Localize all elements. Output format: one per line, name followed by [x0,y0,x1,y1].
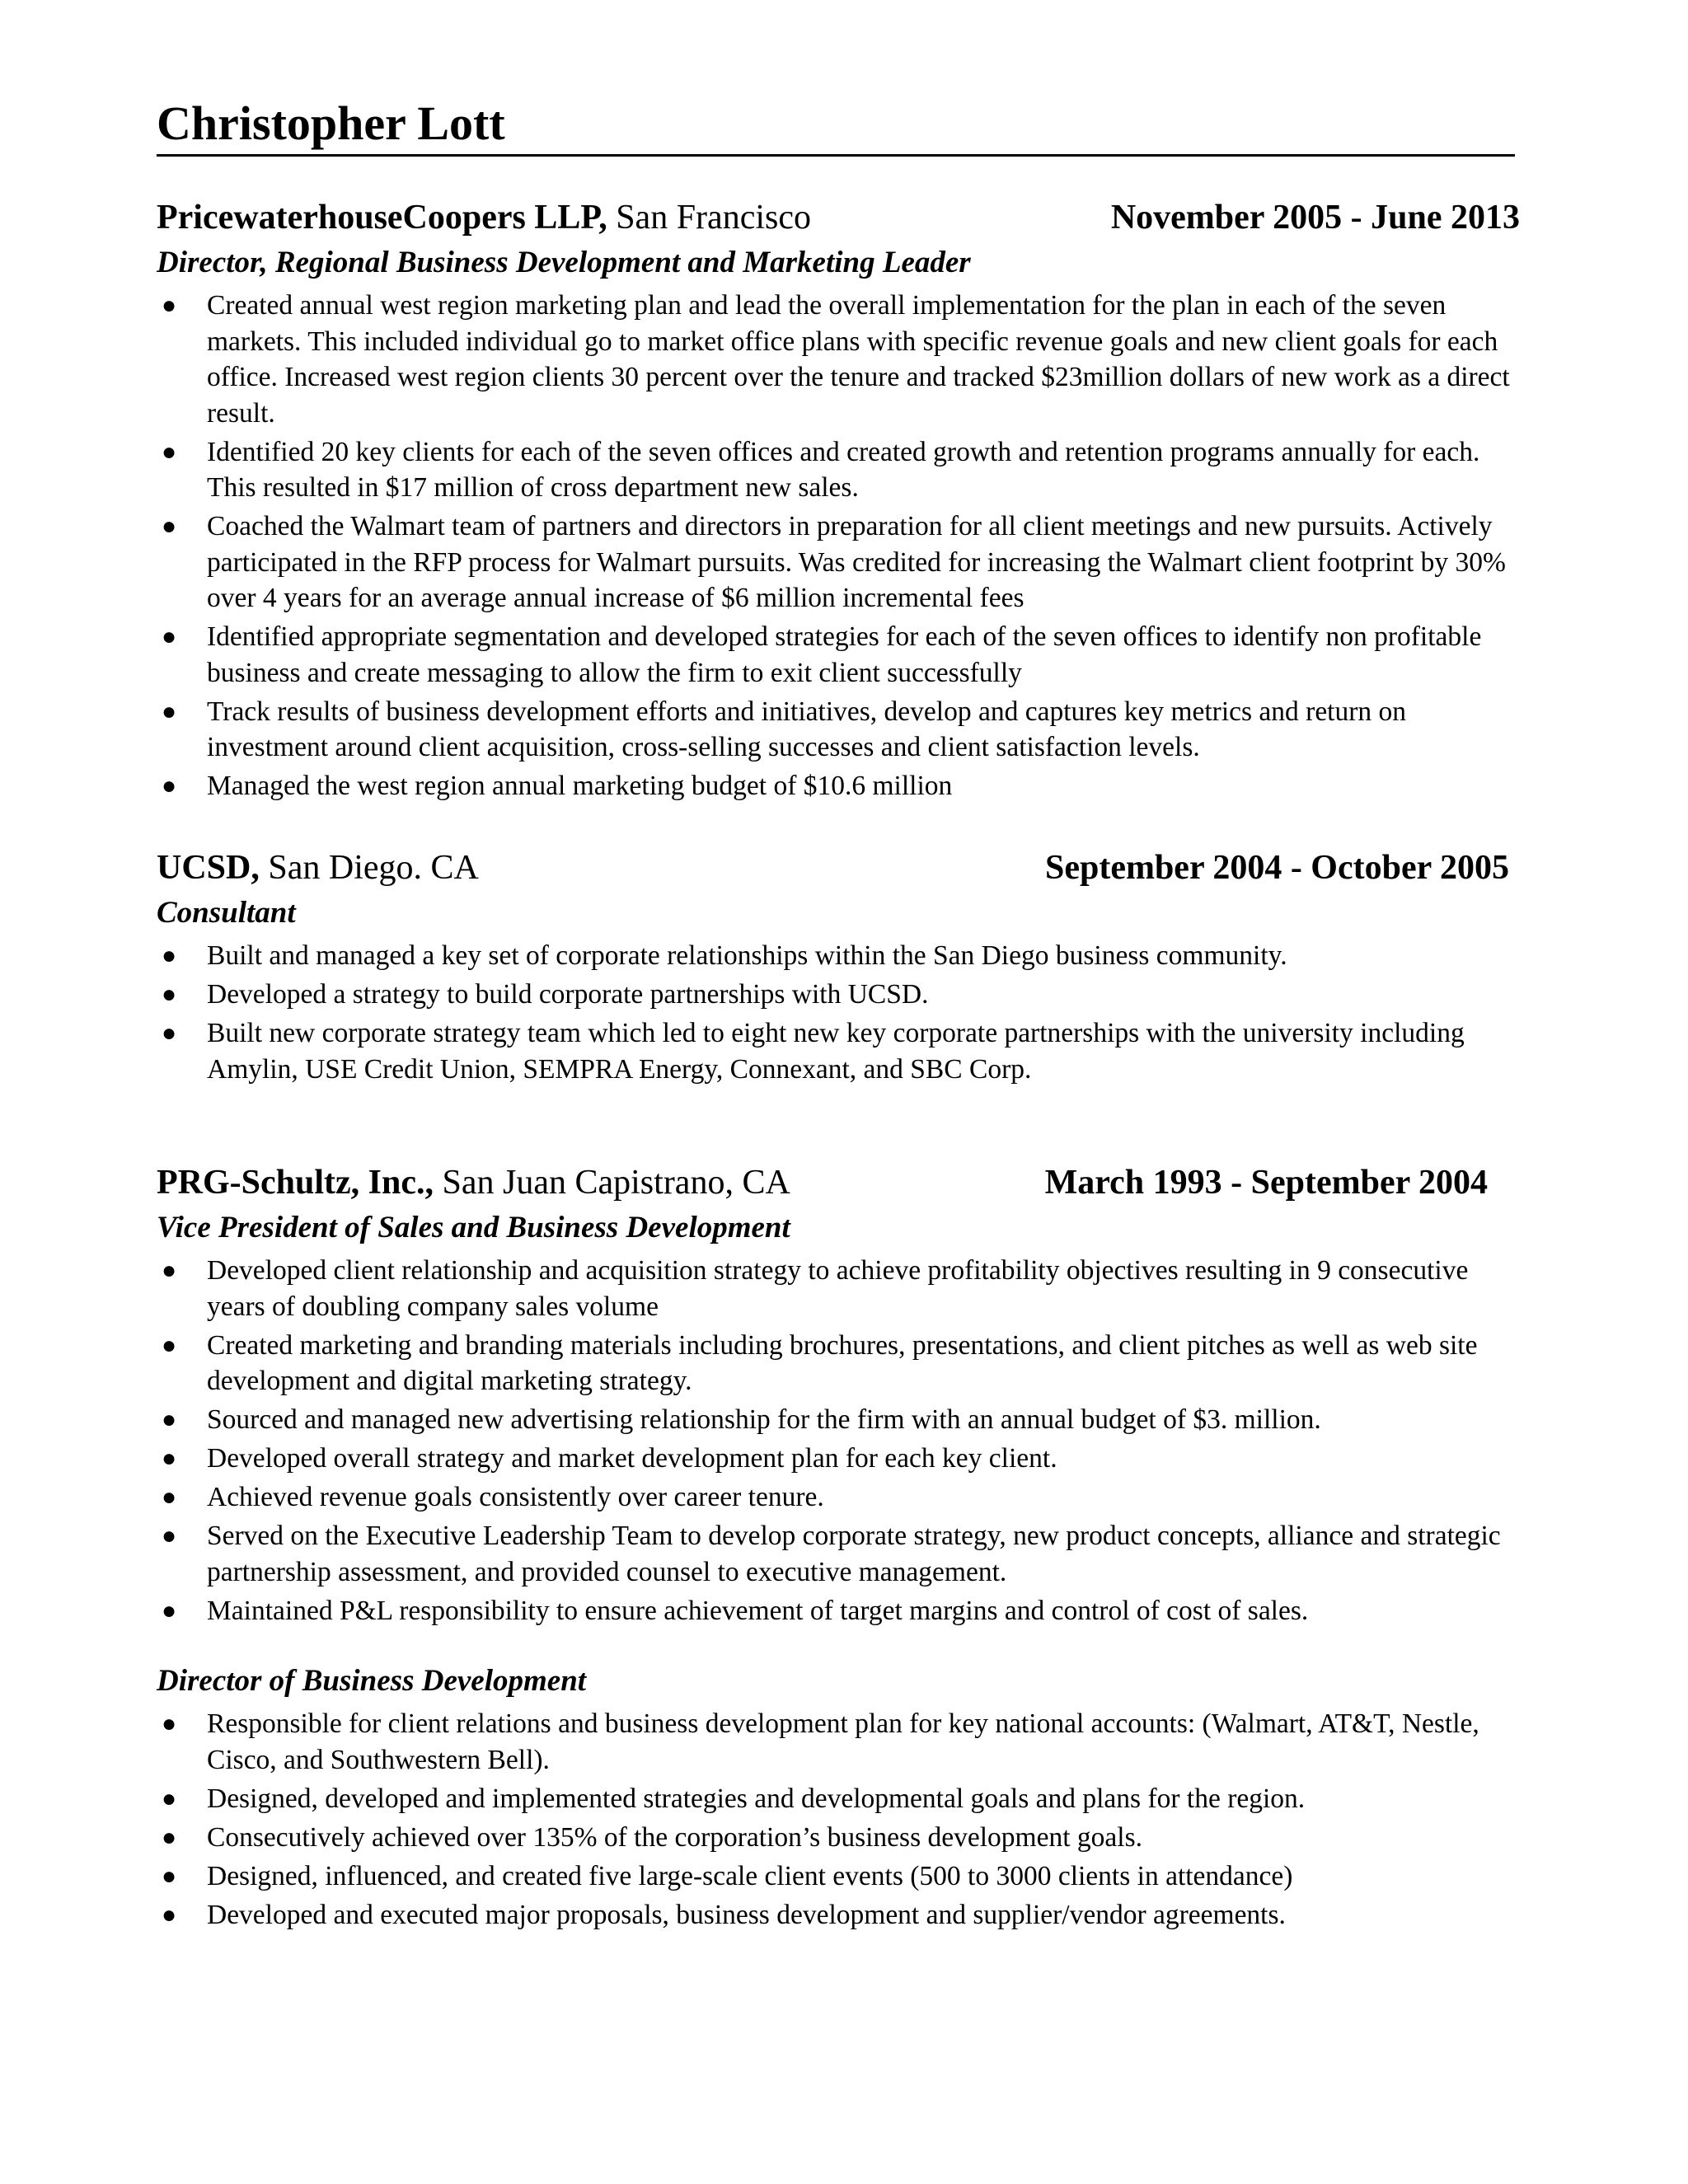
bullet-icon: ● [162,1019,177,1047]
bullet-icon: ● [162,1522,177,1549]
list-item: ● Built new corporate strategy team which led to eight new key corporate partnerships with the university including Amylin, USE Credit Union, SEMPRA Energy, Connexant, and SBC Corp. [157,1015,1525,1087]
bullet-icon: ● [162,772,177,799]
company-location: San Juan Capistrano, CA [434,1164,790,1202]
candidate-name: Christopher Lott [157,96,505,150]
company-name: PRG-Schultz, Inc., [157,1164,434,1202]
bullet-list-prg-director [157,1706,1525,1936]
bullet-icon: ● [162,1483,177,1511]
bullet-icon: ● [162,438,177,466]
list-item: ● Identified appropriate segmentation and developed strategies for each of the seven offices to identify non profitable business and create messaging to allow the firm to exit client successfully [157,619,1525,691]
job-header-prg [157,1162,790,1203]
bullet-icon: ● [162,1710,177,1737]
job-dates-prg: March 1993 - September 2004 [1044,1164,1488,1202]
list-item: ● Developed client relationship and acquisition strategy to achieve profitability objectives resulting in 9 consecutive years of doubling company sales volume [157,1253,1525,1324]
list-item: ● Identified 20 key clients for each of the seven offices and created growth and retention programs annually for each. This resulted in $17 million of cross department new sales. [157,434,1525,506]
list-item: ● Served on the Executive Leadership Team to develop corporate strategy, new product concepts, alliance and strategic partnership assessment, and provided counsel to executive management. [157,1518,1525,1590]
list-item: ● Designed, developed and implemented strategies and developmental goals and plans for the region. [157,1781,1525,1817]
list-item: ● Consecutively achieved over 135% of the corporation’s business development goals. [157,1820,1525,1856]
job-header-ucsd [157,847,479,888]
bullet-icon: ● [162,1784,177,1812]
job-title-ucsd: Consultant [157,896,296,930]
bullet-icon: ● [162,1406,177,1433]
bullet-icon: ● [162,1445,177,1472]
list-item: ● Built and managed a key set of corporate relationships within the San Diego business community. [157,938,1525,974]
list-item: ● Designed, influenced, and created five large-scale client events (500 to 3000 clients in attendance) [157,1858,1525,1895]
list-item: ● Coached the Walmart team of partners and directors in preparation for all client meetings and new pursuits. Actively participated in the RFP process for Walmart pursuits. Was credited for increasing the Walmart client footprint by 30% over 4 years for an average annual increase of $6 million incremental fees [157,509,1525,616]
bullet-list-pwc [157,288,1525,807]
bullet-icon: ● [162,697,177,725]
bullet-icon: ● [162,981,177,1008]
bullet-icon: ● [162,513,177,540]
list-item: ● Developed overall strategy and market development plan for each key client. [157,1441,1525,1477]
list-item: ● Created annual west region marketing plan and lead the overall implementation for the plan in each of the seven markets. This included individual go to market office plans with specific revenue goals and new client goals for each office. Increased west region clients 30 percent over the tenure and tracked $23million dollars of new work as a direct result. [157,288,1525,431]
list-item: ● Created marketing and branding materials including brochures, presentations, and client pitches as well as web site development and digital marketing strategy. [157,1328,1525,1399]
job-header-pwc [157,197,811,238]
list-item: ● Sourced and managed new advertising relationship for the firm with an annual budget of $3. million. [157,1402,1525,1438]
bullet-list-prg-vp [157,1253,1525,1632]
company-name: UCSD, [157,849,260,887]
bullet-icon: ● [162,623,177,650]
bullet-icon: ● [162,1862,177,1890]
bullet-list-ucsd [157,938,1525,1090]
job-title-pwc: Director, Regional Business Development and Marketing Leader [157,246,971,279]
job-title-prg-director: Director of Business Development [157,1664,587,1698]
company-location: San Diego. CA [259,849,479,887]
list-item: ● Developed and executed major proposals, business development and supplier/vendor agreements. [157,1897,1525,1933]
job-dates-ucsd: September 2004 - October 2005 [1044,849,1509,887]
list-item: ● Responsible for client relations and business development plan for key national accounts: (Walmart, AT&T, Nestle, Cisco, and Southwestern Bell). [157,1706,1525,1778]
bullet-icon: ● [162,1900,177,1929]
bullet-icon: ● [162,942,177,969]
bullet-icon: ● [162,1823,177,1851]
name-underline [157,154,1515,157]
list-item: ● Achieved revenue goals consistently over career tenure. [157,1479,1525,1516]
bullet-icon: ● [162,1596,177,1624]
bullet-icon: ● [162,292,177,319]
job-dates-pwc: November 2005 - June 2013 [1110,199,1520,237]
list-item: ● Managed the west region annual marketing budget of $10.6 million [157,768,1525,804]
job-title-prg-vp: Vice President of Sales and Business Development [157,1211,790,1244]
list-item: ● Maintained P&L responsibility to ensure achievement of target margins and control of cost of sales. [157,1593,1525,1629]
company-name: PricewaterhouseCoopers LLP, [157,199,607,237]
bullet-icon: ● [162,1257,177,1284]
list-item: ● Track results of business development efforts and initiatives, develop and captures key metrics and return on investment around client acquisition, cross-selling successes and client satisfaction levels. [157,694,1525,766]
company-location: San Francisco [607,199,811,237]
list-item: ● Developed a strategy to build corporate partnerships with UCSD. [157,977,1525,1013]
bullet-icon: ● [162,1331,177,1359]
